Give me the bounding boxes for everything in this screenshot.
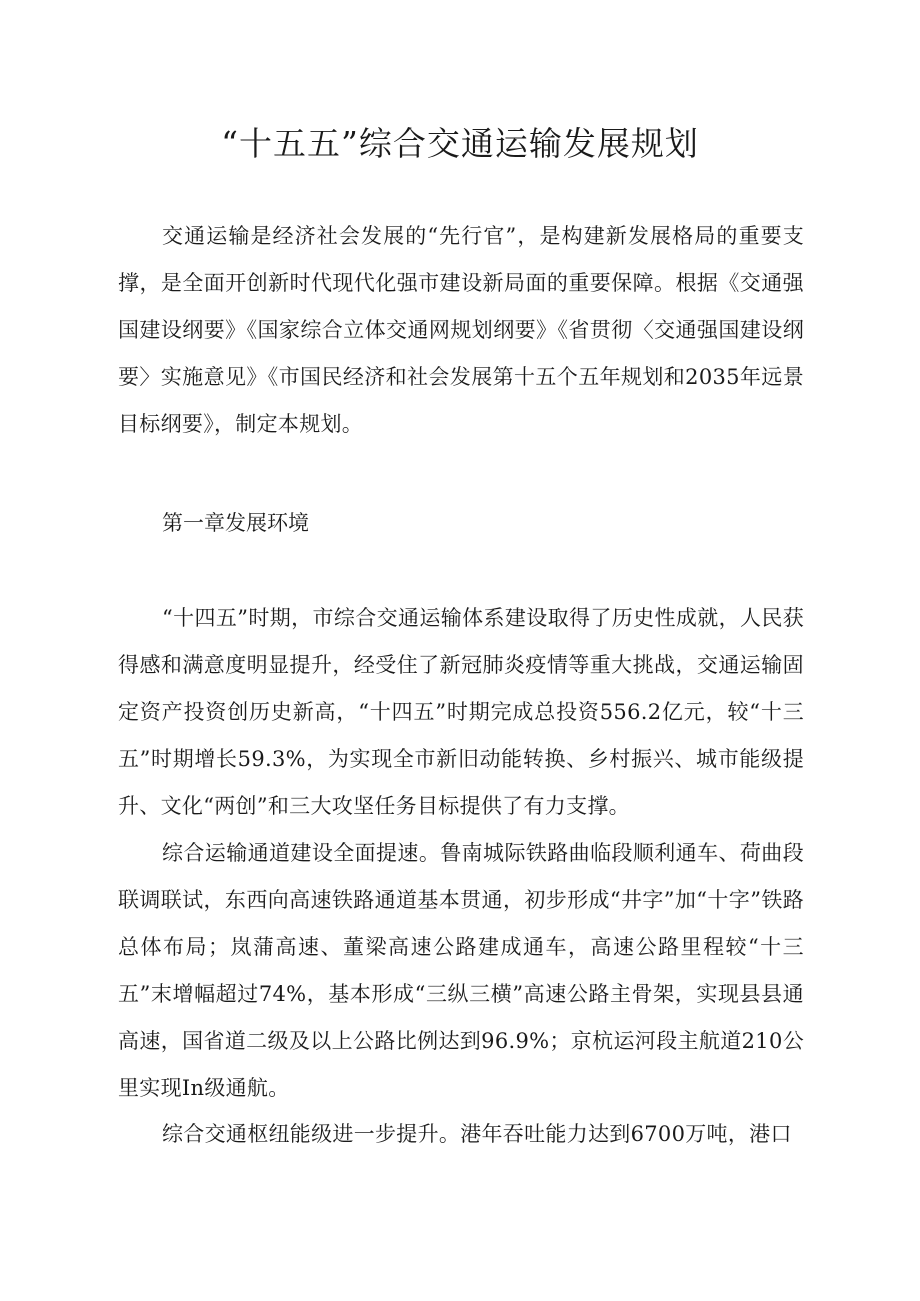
body-paragraph: 综合交通枢纽能级进一步提升。港年吞吐能力达到6700万吨，港口: [162, 1122, 792, 1146]
chapter-heading: 第一章发展环境: [162, 511, 309, 535]
document-title: “十五五”综合交通运输发展规划: [221, 124, 699, 163]
body-paragraph: “十四五”时期，市综合交通运输体系建设取得了历史性成就，人民获得感和满意度明显提升，经受住了新冠肺炎疫情等重大挑战，交通运输固定资产投资创历史新高，“十四五”时期完成总投资556.2亿元，较“十三五”时期增长59.3%，为实现全市新旧动能转换、乡村振兴、城市能级提升、文化“两创”和三大攻坚任务目标提供了有力支撑。: [118, 606, 804, 818]
intro-paragraph: 交通运输是经济社会发展的“先行官”，是构建新发展格局的重要支撑，是全面开创新时代现代化强市建设新局面的重要保障。根据《交通强国建设纲要》《国家综合立体交通网规划纲要》《省贯彻〈交通强国建设纲要〉实施意见》《市国民经济和社会发展第十五个五年规划和2035年远景目标纲要》，制定本规划。: [118, 224, 804, 436]
body-paragraph: 综合运输通道建设全面提速。鲁南城际铁路曲临段顺利通车、荷曲段联调联试，东西向高速铁路通道基本贯通，初步形成“井字”加“十字”铁路总体布局；岚蒲高速、董梁高速公路建成通车，高速公路里程较“十三五”末增幅超过74%，基本形成“三纵三横”高速公路主骨架，实现县县通高速，国省道二级及以上公路比例达到96.9%；京杭运河段主航道210公里实现In级通航。: [118, 841, 804, 1100]
